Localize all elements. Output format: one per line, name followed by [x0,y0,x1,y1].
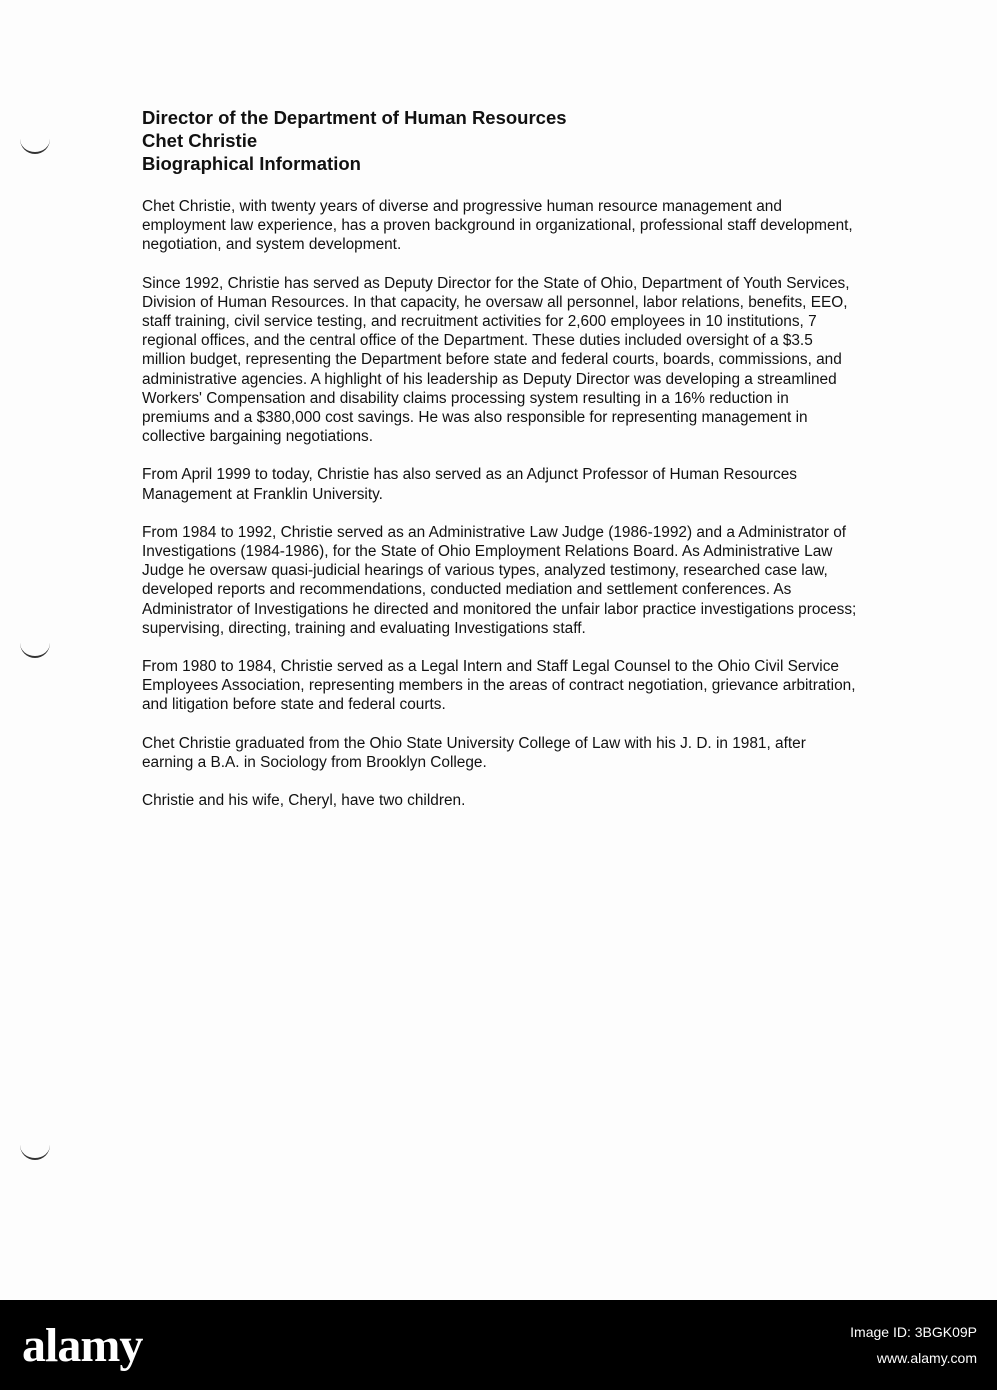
punch-hole-mark [20,138,50,154]
paragraph-intro: Chet Christie, with twenty years of diverse and progressive human resource management and employment law experience, has a proven background in organizational, professional staff development, negotiation, and system development. [142,198,853,254]
paragraph-adjunct-professor: From April 1999 to today, Christie has also served as an Adjunct Professor of Human Resources Management at Franklin University. [142,466,797,503]
punch-hole-mark [20,642,50,658]
stock-footer-bar [0,1300,997,1390]
image-id-label: Image ID: 3BGK09P [850,1324,977,1340]
alamy-logo: alamy [22,1319,143,1372]
document-subtitle: Biographical Information [142,153,361,174]
paragraph-education: Chet Christie graduated from the Ohio State University College of Law with his J. D. in 1981, after earning a B.A. in Sociology from Brooklyn College. [142,734,806,771]
document-body [142,106,857,810]
paragraph-family: Christie and his wife, Cheryl, have two children. [142,792,466,810]
paragraph-legal-counsel: From 1980 to 1984, Christie served as a Legal Intern and Staff Legal Counsel to the Ohio Civil Service Employees Association, representing members in the areas of contract negotiation, grievance arbitration, and litigation before state and federal courts. [142,658,856,714]
paragraph-law-judge: From 1984 to 1992, Christie served as an Administrative Law Judge (1986-1992) and a Administrator of Investigations (1984-1986), for the State of Ohio Employment Relations Board. As Administrative Law Judge he oversaw quasi-judicial hearings of various types, analyzed testimony, researched case law, developed reports and recommendations, conducted mediation and settlement conferences. As Administrator of Investigations he directed and monitored the unfair labor practice investigations process; supervising, directing, training and evaluating Investigations staff. [142,523,857,637]
paragraph-deputy-director: Since 1992, Christie has served as Deputy Director for the State of Ohio, Department of Youth Services, Division of Human Resources. In that capacity, he oversaw all personnel, labor relations, benefits, EEO, staff training, civil service testing, and recruitment activities for 2,600 employees in 10 institutions, 7 regional offices, and the central office of the Department. These duties included oversight of a $3.5 million budget, representing the Department before state and federal courts, boards, commissions, and administrative agencies. A highlight of his leadership as Deputy Director was developing a streamlined Workers' Compensation and disability claims processing system resulting in a 16% reduction in premiums and a $380,000 cost savings. He was also responsible for representing management in collective bargaining negotiations. [142,274,850,446]
site-url: www.alamy.com [876,1350,977,1366]
document-title: Director of the Department of Human Resources [142,107,567,128]
punch-hole-mark [20,1144,50,1160]
person-name: Chet Christie [142,130,258,151]
